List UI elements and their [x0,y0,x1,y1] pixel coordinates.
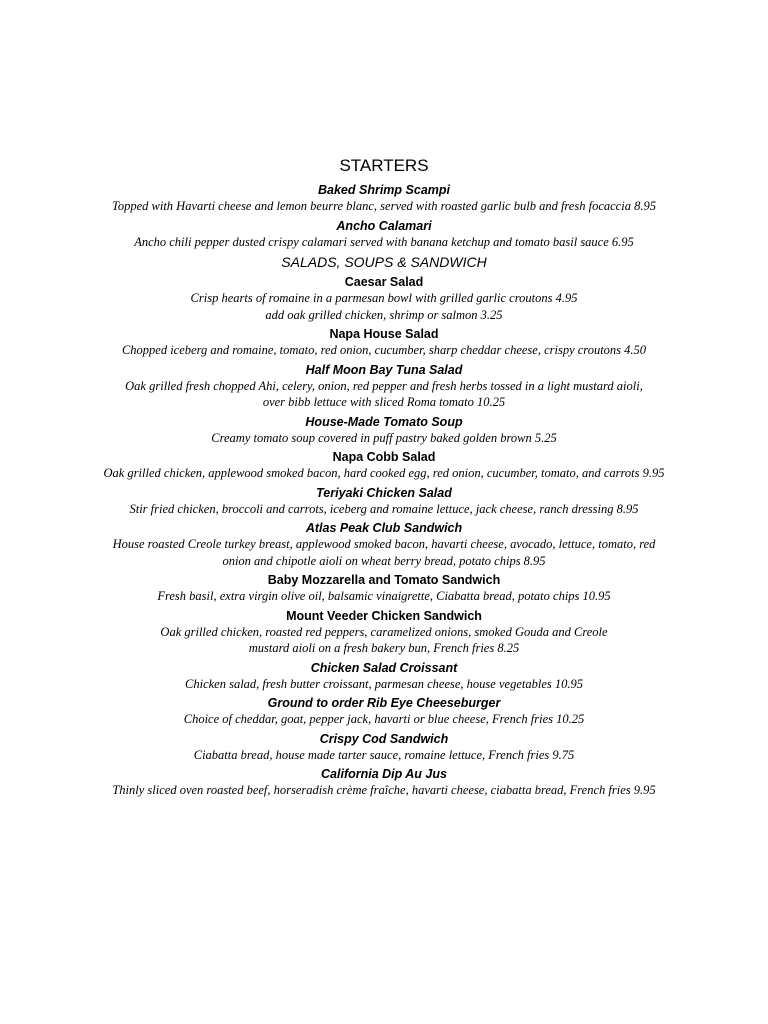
description-line: Choice of cheddar, goat, pepper jack, havarti or blue cheese, French fries 10.25 [183,712,585,726]
menu-item-name: Mount Veeder Chicken Sandwich [286,608,482,623]
menu-item-name: Baked Shrimp Scampi [318,183,450,197]
menu-item [0,449,768,482]
menu-item-name: House-Made Tomato Soup [305,414,463,429]
menu-item-description [0,198,768,215]
menu-item-description [0,624,768,657]
menu-item-description [0,465,768,482]
description-line: Ancho chili pepper dusted crispy calamari served with banana ketchup and tomato basil sauce 6.95 [134,234,634,249]
section-starters [0,154,768,250]
menu-item-name: Napa House Salad [329,327,439,341]
menu-item [0,362,768,411]
description-line: Crisp hearts of romaine in a parmesan bowl with grilled garlic croutons 4.95 [190,291,578,305]
menu-item-name: Teriyaki Chicken Salad [316,485,452,500]
menu-item [0,182,768,215]
menu-item-description [0,747,768,764]
section-title: SALADS, SOUPS & SANDWICH [281,254,487,270]
menu-item-name: Napa Cobb Salad [332,450,436,464]
menu-item [0,695,768,728]
description-line: Chopped iceberg and romaine, tomato, red onion, cucumber, sharp cheddar cheese, crispy croutons 4.50 [121,343,647,357]
description-line: over bibb lettuce with sliced Roma tomato 10.25 [262,395,506,409]
menu-item [0,572,768,605]
menu-content [0,154,768,802]
menu-item-name: Ground to order Rib Eye Cheeseburger [267,696,501,710]
description-line: Topped with Havarti cheese and lemon beurre blanc, served with roasted garlic bulb and fresh focaccia 8.95 [112,199,656,213]
description-line: mustard aioli on a fresh bakery bun, French fries 8.25 [248,641,520,655]
menu-item-description [0,290,768,323]
menu-item-description [0,234,768,251]
menu-item [0,326,768,359]
menu-item-description [0,536,768,569]
section-title: STARTERS [339,156,429,175]
description-line: Oak grilled fresh chopped Ahi, celery, onion, red pepper and fresh herbs tossed in a light mustard aioli, [125,378,643,393]
menu-item [0,608,768,657]
menu-item [0,731,768,764]
description-line: Fresh basil, extra virgin olive oil, balsamic vinaigrette, Ciabatta bread, potato chips 10.95 [157,589,611,603]
description-line: Thinly sliced oven roasted beef, horseradish crème fraîche, havarti cheese, ciabatta bread, French fries 9.95 [112,783,656,797]
description-line: onion and chipotle aioli on wheat berry bread, potato chips 8.95 [222,553,546,568]
menu-item-description [0,711,768,728]
menu-item-name: Crispy Cod Sandwich [319,731,449,746]
description-line: Oak grilled chicken, roasted red peppers, caramelized onions, smoked Gouda and Creole [160,624,608,639]
description-line: add oak grilled chicken, shrimp or salmon 3.25 [265,307,503,322]
menu-item-name: California Dip Au Jus [321,767,447,781]
menu-item [0,485,768,518]
description-line: House roasted Creole turkey breast, applewood smoked bacon, havarti cheese, avocado, lettuce, tomato, red [112,537,656,551]
menu-item-name: Caesar Salad [344,275,424,289]
menu-item [0,414,768,447]
menu-item-description [0,342,768,359]
menu-item-description [0,501,768,518]
menu-item-name: Ancho Calamari [336,218,432,233]
description-line: Chicken salad, fresh butter croissant, parmesan cheese, house vegetables 10.95 [185,676,583,691]
menu-item-description [0,430,768,447]
menu-item-name: Chicken Salad Croissant [310,660,458,675]
menu-item-description [0,588,768,605]
menu-item [0,218,768,251]
menu-item [0,660,768,693]
menu-item [0,274,768,323]
description-line: Creamy tomato soup covered in puff pastry baked golden brown 5.25 [211,430,557,445]
menu-item-name: Half Moon Bay Tuna Salad [305,362,463,377]
description-line: Ciabatta bread, house made tarter sauce, romaine lettuce, French fries 9.75 [193,747,575,762]
menu-item [0,520,768,569]
menu-item-description [0,782,768,799]
section-salads-soups-sandwich [0,253,768,799]
description-line: Stir fried chicken, broccoli and carrots, iceberg and romaine lettuce, jack cheese, ranch dressing 8.95 [129,501,639,516]
menu-item-description [0,378,768,411]
menu-item-name: Atlas Peak Club Sandwich [305,521,463,535]
menu-item-description [0,676,768,693]
menu-item [0,766,768,799]
description-line: Oak grilled chicken, applewood smoked bacon, hard cooked egg, red onion, cucumber, tomato, and carrots 9.95 [103,466,665,480]
menu-item-name: Baby Mozzarella and Tomato Sandwich [267,573,501,587]
